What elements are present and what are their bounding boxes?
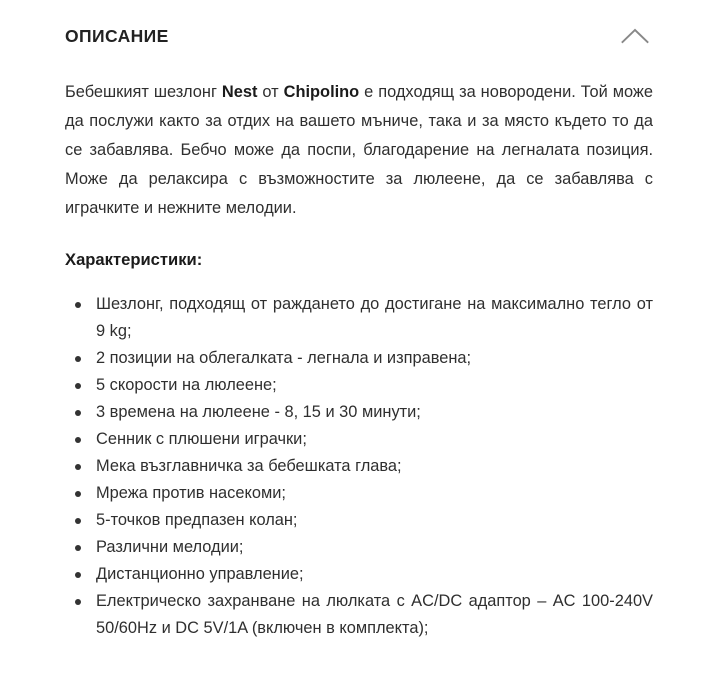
list-item	[65, 534, 653, 561]
list-item	[65, 345, 653, 372]
chevron-up-icon	[621, 28, 649, 44]
list-item-text: Дистанционно управление;	[96, 565, 304, 583]
list-item	[65, 399, 653, 426]
description-content	[65, 78, 653, 642]
list-item	[65, 453, 653, 480]
list-item	[65, 588, 653, 642]
list-item-text: Шезлонг, подходящ от раждането до достигане на максимално тегло от 9 kg;	[96, 295, 653, 340]
page-title: ОПИСАНИЕ	[65, 26, 169, 47]
description-section-header[interactable]	[0, 0, 714, 72]
list-item-text: Електрическо захранване на люлката с AC/DC адаптор – AC 100-240V 50/60Hz и DC 5V/1A (включен в комплекта);	[96, 592, 653, 637]
features-list	[65, 291, 653, 642]
list-item-text: 3 времена на люлеене - 8, 15 и 30 минути;	[96, 403, 421, 421]
collapse-section-button[interactable]	[618, 19, 652, 53]
list-item	[65, 561, 653, 588]
list-item-text: Различни мелодии;	[96, 538, 244, 556]
features-heading: Характеристики:	[65, 250, 203, 269]
list-item	[65, 507, 653, 534]
list-item-text: 5-точков предпазен колан;	[96, 511, 298, 529]
list-item-text: 5 скорости на люлеене;	[96, 376, 277, 394]
list-item-text: Мрежа против насекоми;	[96, 484, 286, 502]
list-item	[65, 480, 653, 507]
list-item-text: 2 позиции на облегалката - легнала и изправена;	[96, 349, 472, 367]
list-item	[65, 426, 653, 453]
list-item	[65, 291, 653, 345]
list-item-text: Сенник с плюшени играчки;	[96, 430, 307, 448]
list-item-text: Мека възглавничка за бебешката глава;	[96, 457, 402, 475]
description-paragraph: Бебешкият шезлонг Nest от Chipolino е подходящ за новородени. Той може да послужи както за отдих на вашето мъниче, така и за място където то да се забавлява. Бебчо може да поспи, благодарение на легналата позиция. Може да релаксира с възможностите за люлеене, да се забавлява с играчките и нежните мелодии.	[65, 83, 653, 217]
list-item	[65, 372, 653, 399]
